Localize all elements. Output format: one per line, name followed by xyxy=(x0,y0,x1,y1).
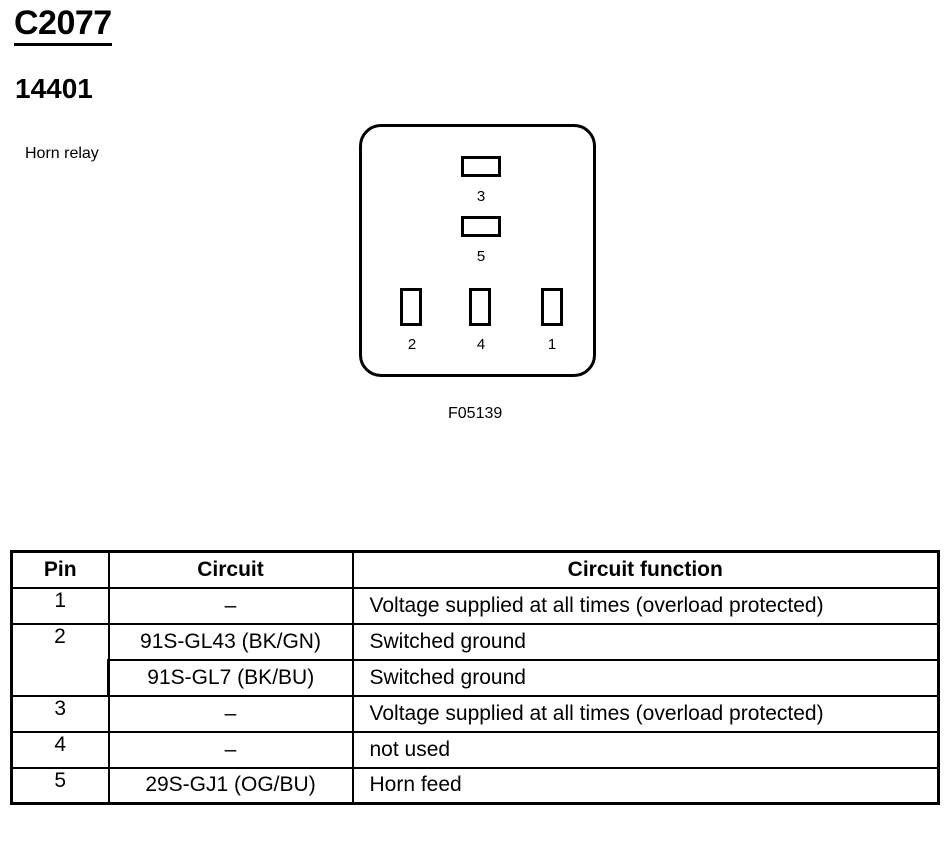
pin-2-label: 2 xyxy=(407,336,417,353)
part-number: 14401 xyxy=(15,73,93,104)
table-row xyxy=(12,768,939,804)
table-row xyxy=(12,696,939,732)
circuit-cell: – xyxy=(109,588,353,624)
function-cell: Switched ground xyxy=(353,660,939,696)
pin-1-label: 1 xyxy=(547,336,557,353)
figure-code: F05139 xyxy=(448,405,503,422)
pin-3-slot xyxy=(461,156,501,177)
circuit-cell: – xyxy=(109,696,353,732)
pin-cell: 1 xyxy=(12,588,109,624)
table-row xyxy=(12,660,939,696)
table-header-row xyxy=(12,552,939,588)
table-row xyxy=(12,588,939,624)
function-cell: Voltage supplied at all times (overload protected) xyxy=(353,696,939,732)
function-cell: Horn feed xyxy=(353,768,939,804)
pin-2-slot xyxy=(400,288,422,326)
function-cell: not used xyxy=(353,732,939,768)
pin-cell: 5 xyxy=(12,768,109,804)
circuit-cell: – xyxy=(109,732,353,768)
pin-cell: 3 xyxy=(12,696,109,732)
pin-1-slot xyxy=(541,288,563,326)
circuit-cell: 29S-GJ1 (OG/BU) xyxy=(109,768,353,804)
pin-cell: 2 xyxy=(12,624,109,696)
function-cell: Switched ground xyxy=(353,624,939,660)
pinout-table xyxy=(10,550,940,805)
connector-face-diagram xyxy=(359,124,596,377)
pin-4-slot xyxy=(469,288,491,326)
pin-cell: 4 xyxy=(12,732,109,768)
pin-5-slot xyxy=(461,216,501,237)
header-circuit-function: Circuit function xyxy=(353,552,939,588)
pin-4-label: 4 xyxy=(476,336,486,353)
connector-description: Horn relay xyxy=(25,145,99,162)
header-circuit: Circuit xyxy=(109,552,353,588)
pin-5-label: 5 xyxy=(476,248,486,265)
header-pin: Pin xyxy=(12,552,109,588)
table-row xyxy=(12,732,939,768)
connector-id: C2077 xyxy=(14,4,112,46)
circuit-cell: 91S-GL7 (BK/BU) xyxy=(109,660,353,696)
function-cell: Voltage supplied at all times (overload protected) xyxy=(353,588,939,624)
pin-3-label: 3 xyxy=(476,188,486,205)
circuit-cell: 91S-GL43 (BK/GN) xyxy=(109,624,353,660)
table-row xyxy=(12,624,939,660)
